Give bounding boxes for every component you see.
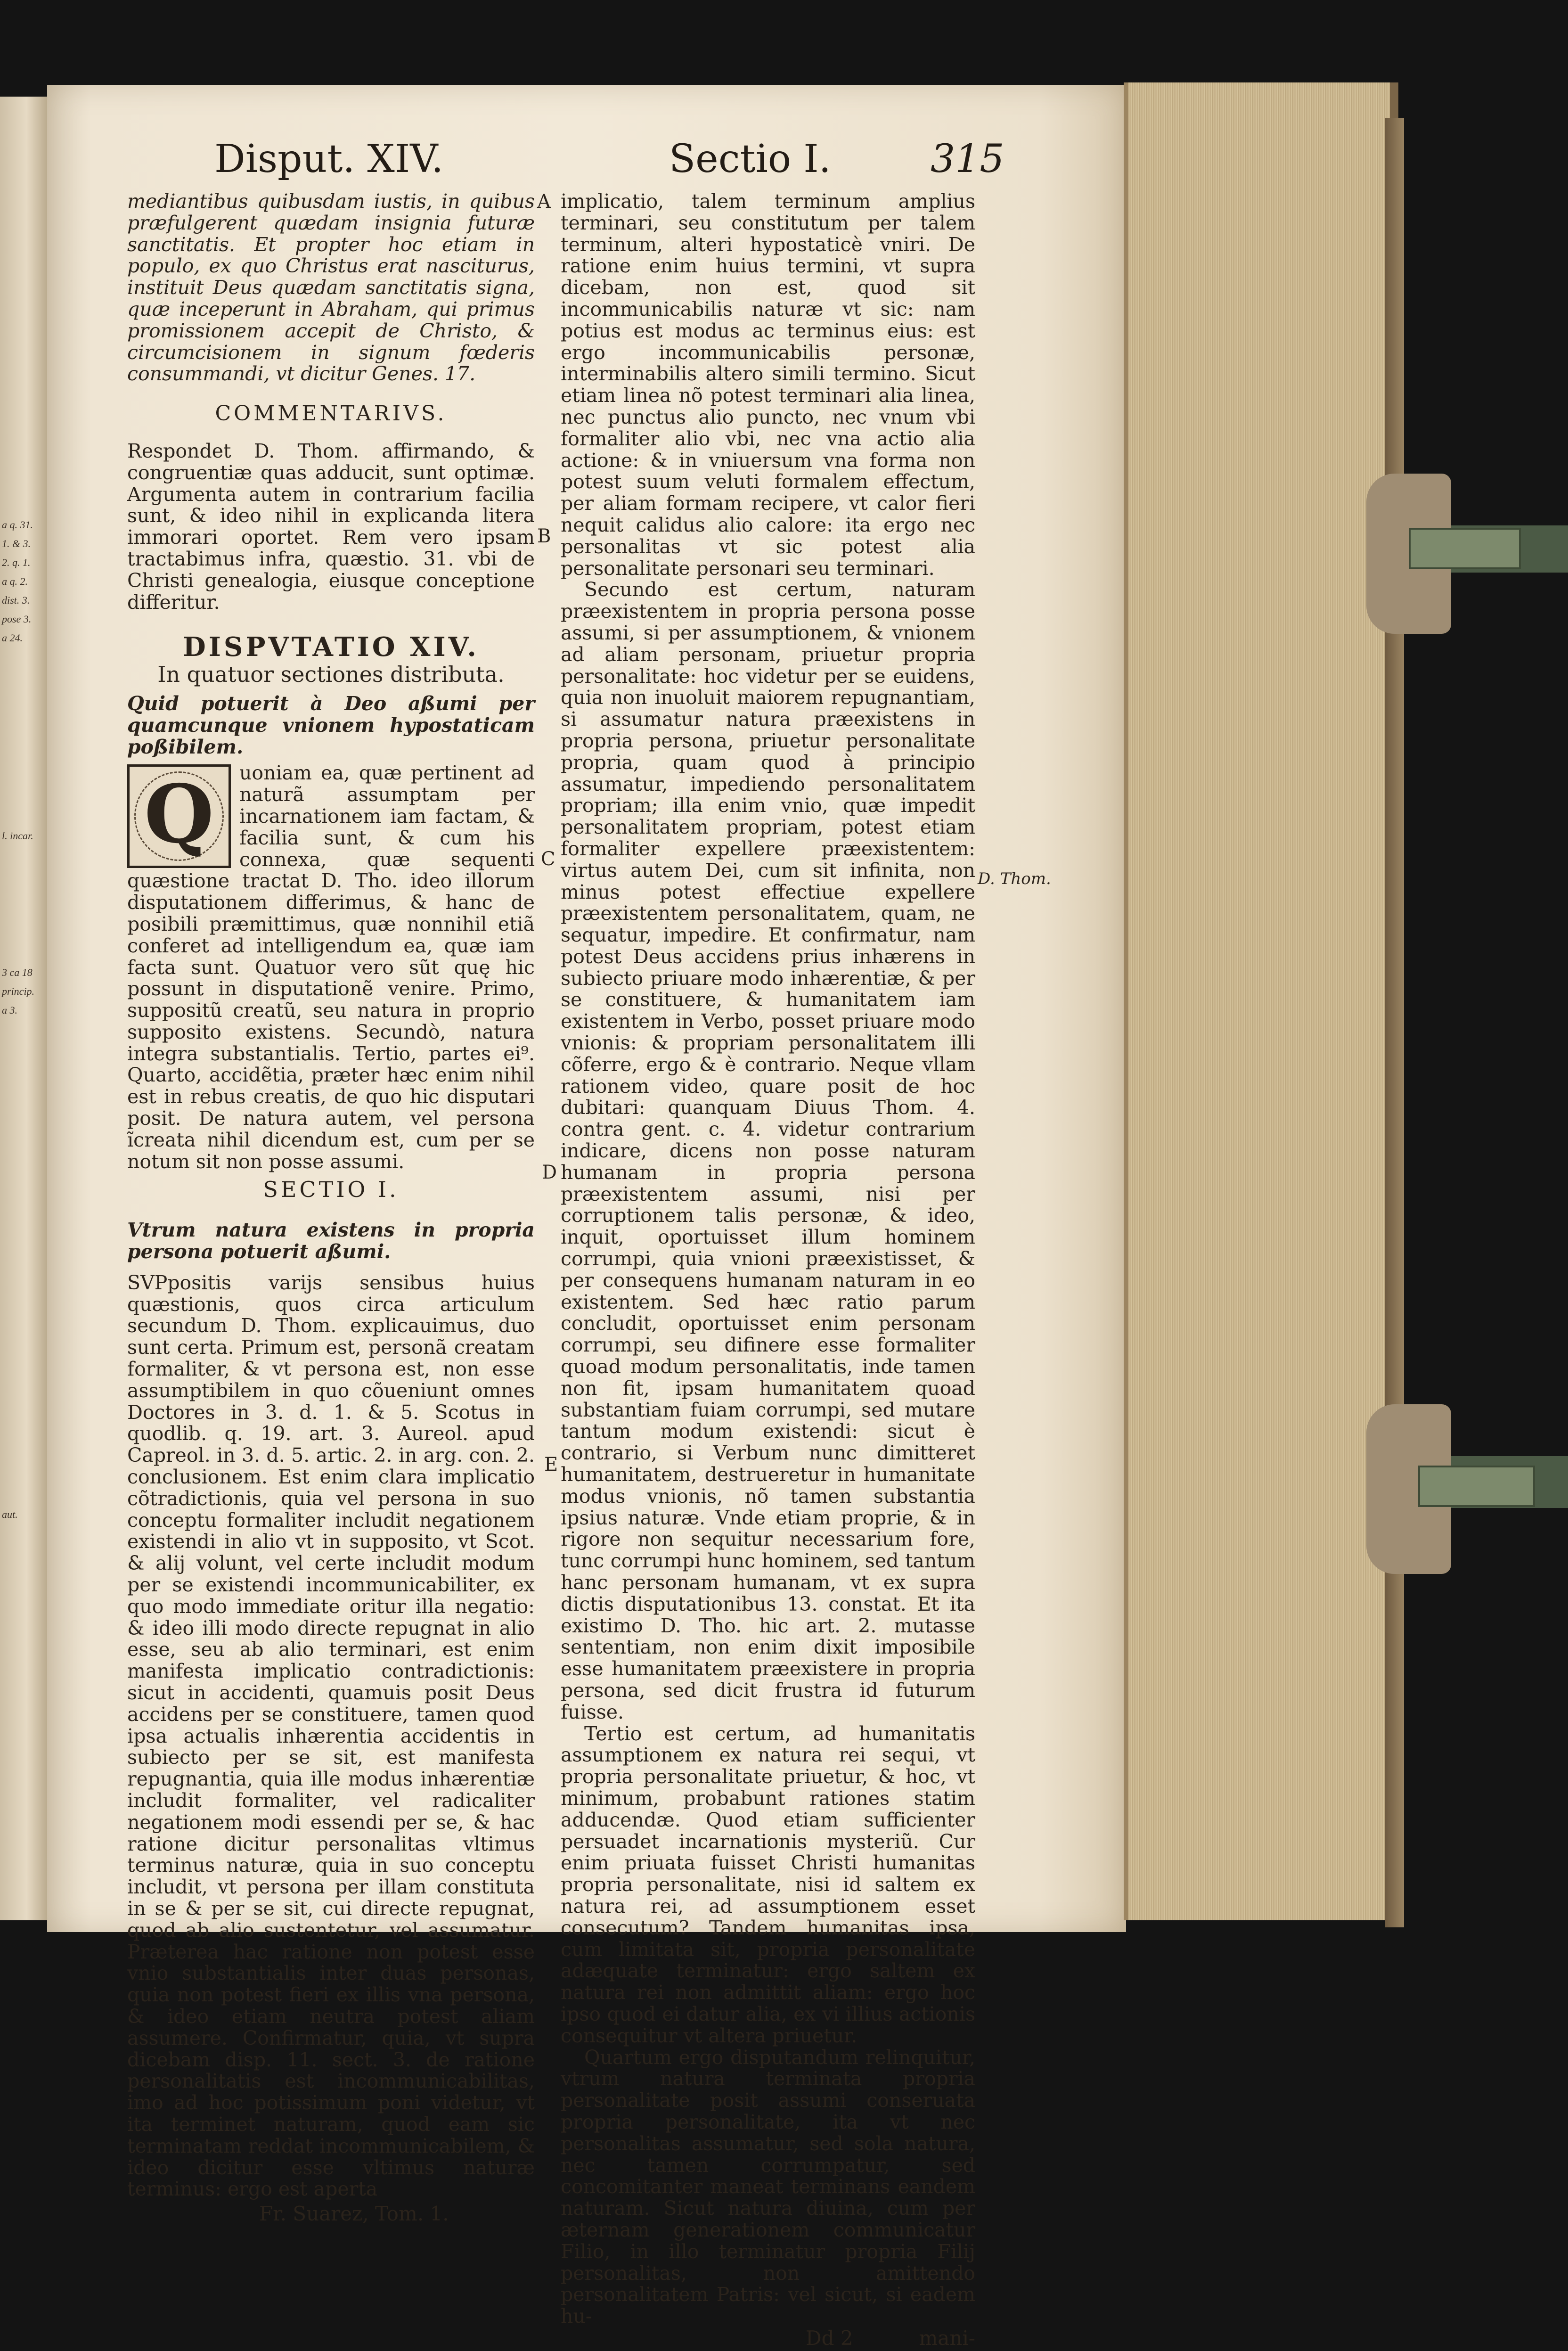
paragraph-implicatio: implicatio, talem terminum amplius terminari, seu constitutum per talem terminum, alteri hypostaticè vniri. De ratione enim huius termini, vt supra dicebam, non est, quod sit incommunicabilis naturæ vt sic: nam potius est modus ac terminus eius: est ergo incommunicabilis personæ, interminabilis altero simili termino. Sicut etiam linea nõ potest terminari alia linea, nec punctus alio puncto, nec vnum vbi formaliter alio vbi, nec vna actio alia actione: & in vniuersum vna forma non potest suum veluti formalem effectum, per aliam formam recipere, vt calor fieri nequit calidus alio calore: ita ergo nec personalitas vt sic potest alia personalitate personari seu terminari.	[561, 190, 975, 580]
disputatio-question: Quid potuerit à Deo aßumi per quamcunque vnionem hypostaticam poßibilem.	[127, 692, 535, 758]
running-head-center: Sectio I.	[669, 137, 831, 181]
catchword: mani-	[919, 2326, 975, 2350]
margin-note: princip.	[2, 985, 35, 997]
commentarius-paragraph: Respondet D. Thom. affirmando, & congruentiæ quas adducit, sunt optimæ. Argumenta autem in contrarium facilia sunt, & ideo nihil in explicanda litera immorari oportet. Rem vero ipsam tractabimus infra, quæstio. 31. vbi de Christi genealogia, eiusque conceptione differitur.	[127, 439, 535, 614]
clasp-pin-bottom	[1418, 1466, 1535, 1507]
margin-letter-c: C	[541, 848, 555, 870]
intro-paragraph: mediantibus quibusdam iustis, in quibus præfulgerent quædam insignia futuræ sanctitatis. Et propter hoc etiam in populo, ex quo Christus erat nasciturus, instituit Deus quædam sanctitatis signa, quæ inceperunt in Abraham, qui primus promissionem accepit de Christo, & circumcisionem in signum fœderis consummandi, vt dicitur Genes. 17.	[127, 190, 535, 385]
margin-note: aut.	[2, 1508, 18, 1520]
margin-note: a q. 2.	[2, 575, 28, 587]
margin-note: pose 3.	[2, 613, 32, 625]
margin-letter-e: E	[544, 1454, 558, 1475]
margin-note: 2. q. 1.	[2, 557, 31, 568]
paragraph-tertio: Tertio est certum, ad humanitatis assumptionem ex natura rei sequi, vt propria personalitate priuetur, & hoc, vt minimum, probabunt rationes statim adducendæ. Quod etiam sufficienter persuadet incarnationis mysteriũ. Cur enim priuata fuisset Christi humanitas propria personalitate, nisi id saltem ex natura rei, ad assumptionem esset consecutum? Tandem humanitas ipsa, cum limitata sit, propria personalitate adæquate terminatur: ergo saltem ex natura rei non admittit aliam: ergo hoc ipso quod ei datur alia, ex vi illius actionis consequitur vt altera priuetur.	[561, 1722, 975, 2047]
signature-mark: Dd 2	[806, 2326, 853, 2350]
paragraph-secundo: Secundo est certum, naturam præexistentem in propria persona posse assumi, si per assumptionem, & vnionem ad aliam personam, priuetur propria personalitate: hoc videtur per se euidens, quia non inuoluit maiorem repugnantiam, si assumatur natura præexistens in propria persona, priuetur personalitate propria, quam quod à principio assumatur, impediendo personalitatem propriam; illa enim vnio, quæ impedit personalitatem propriam, potest etiam formaliter expellere præexistentem: virtus autem Dei, cum sit infinita, non minus potest effectiue expellere præexistentem personalitatem, quam, ne sequatur, impedire. Et confirmatur, nam potest Deus accidens prius inhærens in subiecto priuare modo inhærentiæ, & per se constituere, & humanitatem iam existentem in Verbo, posset priuare modo vnionis: & propriam personalitatem illi cõferre, ergo & è contrario. Neque vllam rationem video, quare posit de hoc dubitari: quanquam Diuus Thom. 4. contra gent. c. 4. videtur contrarium indicare, dicens non posse naturam humanam in propria persona præexistentem assumi, nisi per corruptionem talis personæ, & ideo, inquit, oportuisset illum hominem corrumpi, quia vnioni præexistisset, & per consequens humanam naturam in eo existentem. Sed hæc ratio parum concludit, oportuisset enim personam corrumpi, seu difinere esse formaliter quoad modum personalitatis, inde tamen non fit, ipsam humanitatem quoad substantiam fuiam corrumpi, sed mutare tantum modum existendi: sicut è contrario, si Verbum nunc dimitteret humanitatem, destrueretur in humanitate modus vnionis, nõ tamen substantia ipsius naturæ. Vnde etiam proprie, & in rigore non sequitur necessarium fore, tunc corrumpi hunc hominem, sed tantum hanc personam humanam, vt ex supra dictis disputationibus 13. constat. Et ita existimo D. Tho. hic art. 2. mutasse sententiam, non enim dixit imposibile esse humanitatem præexistere in propria persona, sed dicit frustra id futurum fuisse.	[561, 578, 975, 1723]
disputatio-paragraph: uoniam ea, quæ pertinent ad naturã assumptam per incarnationem iam factam, & facilia sunt, & cum his connexa, quæ sequenti quæstione tractat D. Tho. ideo illorum disputationem differimus, & hanc de posibili præmittimus, quæ nonnihil etiã conferet ad intelligendum ea, quæ iam facta sunt. Quatuor vero sũt quę hic possunt in disputationẽ venire. Primo, suppositũ creatũ, seu natura in proprio supposito existens. Secundò, natura integra substantialis. Tertio, partes ei⁹. Quarto, accidẽtia, præter hæc enim nihil est in rebus creatis, de quo hic disputari posit. De natura autem, vel persona ĩcreata nihil dicendum est, cum per se notum sit non posse assumi.	[127, 762, 535, 1173]
margin-letter-d: D	[542, 1162, 557, 1183]
running-head-left: Disput. XIV.	[214, 137, 444, 181]
margin-note: l. incar.	[2, 830, 33, 842]
initial-letter: Q	[144, 767, 214, 862]
left-column	[127, 191, 535, 2225]
page-fore-edge	[1124, 82, 1398, 1920]
margin-note: a 24.	[2, 632, 23, 644]
disputatio-subheading: In quatuor sectiones distributa.	[157, 662, 505, 688]
margin-note: 3 ca 18	[2, 967, 33, 978]
sectio-question: Vtrum natura existens in propria persona potuerit aßumi.	[127, 1219, 535, 1263]
commentarius-heading: COMMENTARIVS.	[215, 401, 447, 426]
book-cover-edge	[1385, 118, 1404, 1927]
right-column	[561, 191, 975, 2351]
paragraph-quartum: Quartum ergo disputandum relinquitur, vtrum natura terminata propria personalitate posit assumi conseruata propria personalitate, ita vt nec personalitas assumatur, sed sola natura, nec tamen corrumpatur, sed concomitanter maneat terminans eandem naturam. Sicut natura diuina, cum per æternam generationem communicatur Filio, in illo terminatur propria Filij personalitas, non amittendo personalitatem Patris: vel sicut, si eadem hu-	[561, 2046, 975, 2328]
sectio-paragraph: SVPpositis varijs sensibus huius quæstionis, quos circa articulum secundum D. Thom. explicauimus, duo sunt certa. Primum est, personã creatam formaliter, & vt persona est, non esse assumptibilem in quo cõueniunt omnes Doctores in 3. d. 1. & 5. Scotus in quodlib. q. 19. art. 3. Aureol. apud Capreol. in 3. d. 5. artic. 2. in arg. con. 2. conclusionem. Est enim clara implicatio cõtradictionis, quia vel persona in suo conceptu formaliter includit negationem existendi in alio vt in supposito, vt Scot. & alij volunt, vel certe includit modum per se existendi incommunicabiliter, ex quo modo immediate oritur illa negatio: & ideo illi modo directe repugnat in alio esse, seu ab alio terminari, est enim manifesta implicatio contradictionis: sicut in accidenti, quamuis posit Deus accidens per se constituere, tamen quod ipsa actualis inhærentia accidentis in subiecto per se sit, est manifesta repugnantia, quia ille modus inhærentiæ includit formaliter, vel radicaliter negationem modi essendi per se, & hac ratione dicitur personalitas vltimus terminus naturæ, quia in suo conceptu includit, vt persona per illam constituta in se & per se sit, cui directe repugnat, quod ab alio sustentetur, vel assumatur. Præterea hac ratione non potest esse vnio substantialis inter duas personas, quia non potest fieri ex illis vna persona, & ideo etiam neutra potest aliam assumere. Confirmatur, quia, vt supra dicebam disp. 11. sect. 3. de ratione personalitatis est incommunicabilitas, imo ad hoc potissimum poni videtur, vt ita terminet naturam, quod eam sic terminatam reddat incommunicabilem, & ideo dicitur esse vltimus naturæ terminus: ergo est aperta	[127, 1271, 535, 2201]
margin-note: a q. 31.	[2, 519, 33, 531]
sectio-heading: SECTIO I.	[263, 1177, 399, 1203]
margin-letter-a: A	[537, 191, 551, 213]
margin-letter-b: B	[537, 525, 551, 547]
decorated-initial	[127, 764, 231, 868]
footer-author: Fr. Suarez, Tom. 1.	[259, 2202, 449, 2226]
margin-note: a 3.	[2, 1004, 17, 1016]
clasp-pin-top	[1409, 528, 1521, 569]
disputatio-heading: DISPVTATIO XIV.	[183, 631, 479, 663]
side-note-reference: D. Thom.	[978, 869, 1051, 888]
page-number: 315	[931, 137, 1004, 181]
page-footer	[561, 2327, 975, 2351]
margin-note: dist. 3.	[2, 594, 30, 606]
margin-note: 1. & 3.	[2, 538, 31, 549]
